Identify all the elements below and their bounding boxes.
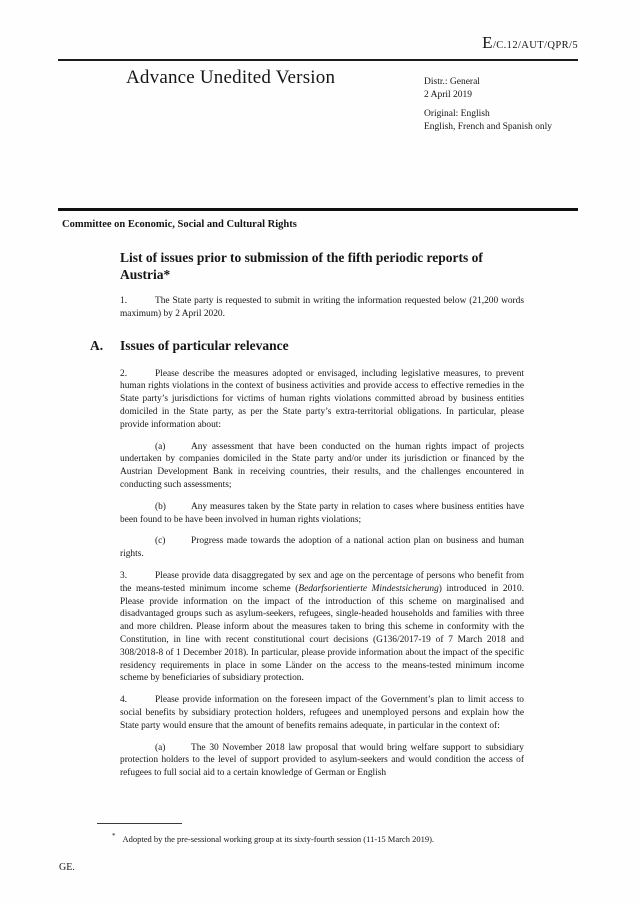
- item-text: Progress made towards the adoption of a national action plan on business and human rights.: [120, 536, 524, 560]
- ge-footer-label: GE.: [59, 862, 75, 873]
- doc-symbol-rest: /C.12/AUT/QPR/5: [492, 40, 578, 51]
- paragraph-3: [120, 570, 524, 685]
- section-letter: A.: [90, 337, 104, 353]
- committee-name: Committee on Economic, Social and Cultural Rights: [62, 219, 297, 230]
- paragraph-italic-phrase: Bedarfsorientierte Mindestsicherung: [298, 583, 439, 594]
- page-title: List of issues prior to submission of the fifth periodic reports of Austria*: [120, 250, 483, 282]
- masthead-rule: [58, 208, 578, 211]
- distr-line: Distr.: General: [424, 77, 480, 87]
- paragraph-2b: [120, 501, 524, 527]
- paragraph-number: 2.: [120, 368, 128, 379]
- item-letter: (a): [155, 441, 166, 452]
- section-a-heading: [90, 337, 524, 354]
- paragraph-text-part2: ) introduced in 2010. Please provide information on the impact of the introduction of this scheme on marginalised and disadvantaged groups such as asylum-seekers, refugees, single-headed households and families with three and more children. Please inform about the measures taken to bring this scheme in conformity with the Constitution, in line with recent constitutional court decisions (G136/2017-19 of 7 March 2018 and 308/2018-8 of 1 December 2018). In particular, please provide information about the impact of the specific residency requirements in place in some Länder on the access to the means-tested minimum income scheme by beneficiaries of subsidiary protection.: [120, 583, 524, 684]
- item-letter: (b): [155, 501, 166, 512]
- doc-symbol: [482, 33, 578, 53]
- item-text: Any measures taken by the State party in relation to cases where business entities have been found to be have been involved in human rights violations;: [120, 501, 524, 525]
- paragraph-2a: [120, 441, 524, 492]
- languages-line: English, French and Spanish only: [424, 122, 552, 132]
- original-language-block: [424, 108, 552, 134]
- footnote-marker: *: [112, 832, 116, 840]
- footnote: [112, 831, 522, 845]
- paragraph-4: [120, 694, 524, 732]
- doc-symbol-letter: E: [482, 33, 493, 52]
- distr-date: 2 April 2019: [424, 90, 473, 100]
- paragraph-1: [120, 295, 524, 321]
- original-line: Original: English: [424, 109, 490, 119]
- advance-unedited-label: Advance Unedited Version: [126, 67, 336, 88]
- section-title: Issues of particular relevance: [120, 337, 289, 353]
- document-body: [90, 295, 524, 789]
- footnote-text: Adopted by the pre-sessional working group at its sixty-fourth session (11-15 March 2019).: [122, 833, 435, 844]
- header-rule: [58, 59, 578, 61]
- item-letter: (a): [155, 742, 166, 753]
- paragraph-text: Please provide information on the foreseen impact of the Government’s plan to limit access to social benefits by subsidiary protection holders, refugees and unemployed persons and explain how the State party would ensure that the amount of benefits remains adequate, in particular in the context of:: [120, 695, 524, 731]
- distr-block: [424, 76, 480, 102]
- paragraph-number: 4.: [120, 695, 128, 706]
- paragraph-text-part1: Please provide data disaggregated by sex and age on the percentage of persons who benefit from the means-tested minimum income scheme (: [120, 570, 524, 594]
- paragraph-number: 1.: [120, 296, 128, 306]
- paragraph-number: 3.: [120, 570, 128, 581]
- item-text: The 30 November 2018 law proposal that would bring welfare support to subsidiary protection holders to the level of support provided to asylum-seekers and would condition the access of refugees to full social aid to a certain knowledge of German or English: [120, 742, 524, 779]
- paragraph-4a: [120, 742, 524, 780]
- paragraph-text: Please describe the measures adopted or envisaged, including legislative measures, to prevent human rights violations in the context of business activities and provide access to effective remedies in the State party’s jurisdictions for victims of human rights violations committed abroad by business entities domiciled in the State party, as per the State party’s extra-territorial obligations. In particular, please provide information about:: [120, 368, 524, 430]
- paragraph-text: The State party is requested to submit in writing the information requested below (21,200 words maximum) by 2 April 2020.: [120, 296, 524, 319]
- paragraph-2c: [120, 535, 524, 561]
- paragraph-2: [120, 368, 524, 432]
- footnote-rule: [97, 823, 182, 824]
- item-text: Any assessment that have been conducted on the human rights impact of projects undertaken by companies domiciled in the State party and/or under its jurisdiction or financed by the Austrian Development Bank in receiving countries, their results, and the challenges encountered in conducting such assessments;: [120, 441, 524, 490]
- item-letter: (c): [155, 536, 166, 547]
